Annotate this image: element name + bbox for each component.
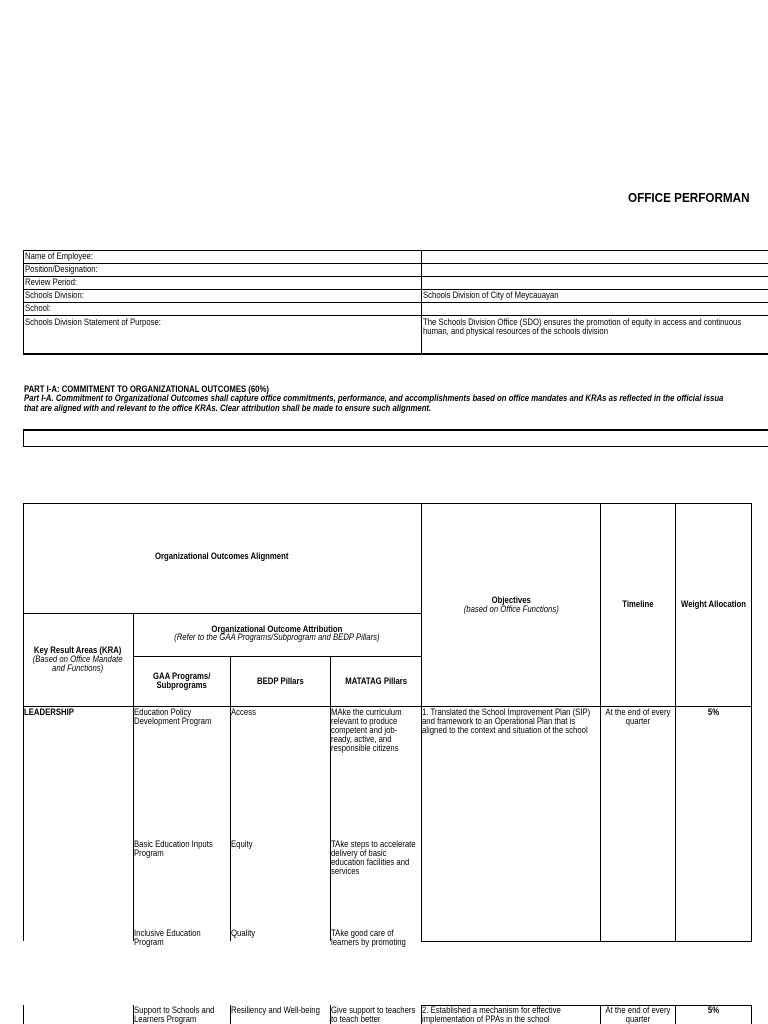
info-value-purpose: The Schools Division Office (SDO) ensures the promotion of equity in access and continuous [423, 317, 742, 327]
row3-gaa-line2: Program [134, 937, 164, 947]
header-kra-title: Key Result Areas (KRA) [34, 645, 122, 655]
info-label-school: School: [25, 303, 51, 313]
row1-matatag-4: ready, active, and [331, 734, 392, 744]
row4-gaa-line1: Support to Schools and [134, 1005, 215, 1015]
row1-objective-3: aligned to the context and situation of the school [422, 725, 588, 735]
info-value-division: Schools Division of City of Meycauayan [423, 290, 559, 300]
row4-objective-1: 2. Established a mechanism for effective [422, 1005, 561, 1015]
kra-leadership: LEADERSHIP [24, 707, 74, 717]
part-description-line2: that are aligned with and relevant to the office KRAs. Clear attribution shall be made to ensure such alignment. [24, 403, 432, 413]
row1-timeline-1: At the end of every [605, 707, 671, 717]
row1-matatag-2: relevant to produce [331, 716, 398, 726]
part-heading: PART I-A: COMMITMENT TO ORGANIZATIONAL OUTCOMES (60%) [24, 384, 269, 394]
row3-gaa-line1: Inclusive Education [134, 928, 201, 938]
row3-matatag-2: learners by promoting [331, 937, 406, 947]
row3-bedp: Quality [231, 928, 256, 938]
info-label-purpose: Schools Division Statement of Purpose: [25, 317, 161, 327]
header-timeline: Timeline [622, 599, 654, 609]
row4-objective-2: implementation of PPAs in the school [422, 1014, 550, 1024]
info-label-division: Schools Division: [25, 290, 84, 300]
header-kra-sub2: and Functions) [52, 663, 104, 673]
row4-timeline-2: quarter [625, 1014, 651, 1024]
row1-matatag-1: MAke the curriculum [331, 707, 402, 717]
info-label-employee: Name of Employee: [25, 251, 93, 261]
header-gaa-line1: GAA Programs/ [153, 671, 211, 681]
header-bedp-pillars: BEDP Pillars [257, 676, 304, 686]
info-label-position: Position/Designation: [25, 264, 98, 274]
row2-gaa-line2: Program [134, 848, 164, 858]
header-matatag-pillars: MATATAG Pillars [345, 676, 407, 686]
row2-matatag-2: delivery of basic [331, 848, 387, 858]
row4-bedp: Resiliency and Well-being [231, 1005, 320, 1015]
header-objectives-sub: (based on Office Functions) [463, 604, 559, 614]
row1-gaa-line2: Development Program [134, 716, 212, 726]
header-weight-allocation: Weight Allocation [681, 599, 746, 609]
row2-gaa-line1: Basic Education Inputs [134, 839, 213, 849]
row2-matatag-1: TAke steps to accelerate [331, 839, 416, 849]
row4-matatag-1: Give support to teachers [331, 1005, 416, 1015]
row4-gaa-line2: Learners Program [134, 1014, 197, 1024]
row1-objective-1: 1. Translated the School Improvement Plan (SIP) [422, 707, 591, 717]
row1-bedp: Access [231, 707, 256, 717]
page-title: OFFICE PERFORMAN [628, 190, 750, 205]
row1-gaa-line1: Education Policy [134, 707, 192, 717]
row1-objective-2: and framework to an Operational Plan that is [422, 716, 576, 726]
header-kra-sub1: (Based on Office Mandate [33, 654, 123, 664]
row2-matatag-4: services [331, 866, 360, 876]
header-attribution-title: Organizational Outcome Attribution [211, 624, 343, 634]
info-label-review-period: Review Period: [25, 277, 78, 287]
row1-weight: 5% [707, 707, 720, 717]
header-gaa-line2: Subprograms [156, 680, 208, 690]
row4-matatag-2: to teach better [331, 1014, 381, 1024]
row2-matatag-3: education facilities and [331, 857, 410, 867]
info-value-purpose-line2: human, and physical resources of the schools division [423, 326, 609, 336]
header-org-outcomes-alignment: Organizational Outcomes Alignment [155, 551, 289, 561]
row1-matatag-5: responsible citizens [331, 743, 399, 753]
header-objectives: Objectives [491, 595, 531, 605]
header-attribution-sub: (Refer to the GAA Programs/Subprogram and BEDP Pillars) [174, 632, 380, 642]
row4-timeline-1: At the end of every [605, 1005, 671, 1015]
row1-matatag-3: competent and job- [331, 725, 398, 735]
row3-matatag-1: TAke good care of [331, 928, 394, 938]
row1-timeline-2: quarter [625, 716, 651, 726]
part-description-line1: Part I-A. Commitment to Organizational Outcomes shall capture office commitments, performance, and accomplishments based on office mandates and KRAs as reflected in the official issua [24, 393, 724, 403]
row2-bedp: Equity [231, 839, 253, 849]
row4-weight: 5% [707, 1005, 720, 1015]
